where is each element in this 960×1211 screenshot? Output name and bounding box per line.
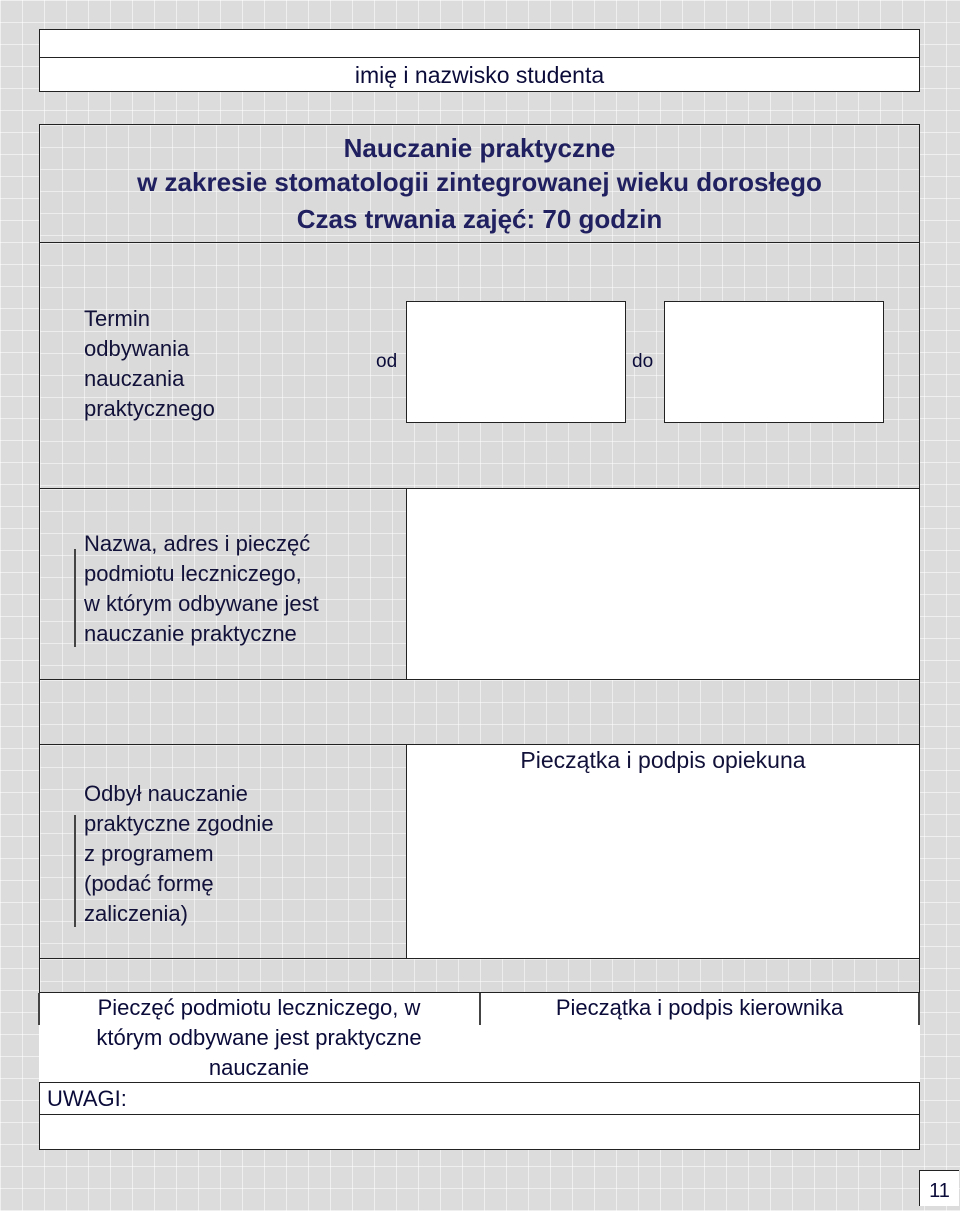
supervisor-stamp-field[interactable] [406, 744, 920, 959]
page-number: 11 [929, 1180, 950, 1202]
facility-label-line: Nazwa, adres i pieczęć [84, 531, 311, 556]
term-label-line: praktycznego [84, 396, 215, 421]
page-number-box [919, 1170, 959, 1206]
facility-label-line: podmiotu leczniczego, [84, 561, 302, 586]
spacer-row-2 [39, 958, 920, 993]
completion-label-bar [74, 815, 76, 927]
facility-stamp-label [39, 993, 479, 1083]
completion-label-line: Odbył nauczanie [84, 781, 248, 806]
term-label-line: Termin [84, 306, 151, 331]
term-label-line: nauczania [84, 366, 185, 391]
stamps-left-edge [38, 993, 40, 1025]
facility-input-field[interactable] [406, 488, 920, 680]
notes-label: UWAGI: [47, 1086, 127, 1111]
facility-label-line: w którym odbywane jest [84, 591, 319, 616]
term-block [39, 242, 920, 489]
stamps-area [39, 992, 920, 1082]
completion-label-line: z programem [84, 841, 214, 866]
facility-label [84, 529, 319, 649]
completion-label-line: praktyczne zgodnie [84, 811, 274, 836]
term-from-field[interactable] [406, 301, 626, 423]
term-from-label: od [376, 351, 398, 372]
title-line-2: w zakresie stomatologii zintegrowanej wieku dorosłego [137, 167, 822, 197]
term-to-label: do [632, 351, 654, 372]
student-name-label: imię i nazwisko studenta [354, 62, 605, 88]
completion-label-line: zaliczenia) [84, 901, 188, 926]
term-to-field[interactable] [664, 301, 884, 423]
completion-label-line: (podać formę [84, 871, 214, 896]
title-line-1: Nauczanie praktyczne [343, 133, 616, 163]
notes-input-field[interactable] [39, 1114, 920, 1150]
spacer-row [39, 679, 920, 745]
completion-label [84, 779, 274, 929]
student-name-label-row [39, 57, 920, 92]
course-duration: Czas trwania zajęć: 70 godzin [296, 204, 663, 234]
title-block [39, 124, 920, 243]
stamps-right-edge [918, 993, 920, 1025]
supervisor-stamp-label: Pieczątka i podpis opiekuna [520, 747, 806, 773]
student-name-field[interactable] [39, 29, 920, 59]
facility-stamp-line: Pieczęć podmiotu leczniczego, w [97, 995, 421, 1020]
term-label [84, 304, 215, 424]
facility-stamp-line: którym odbywane jest praktyczne [96, 1025, 422, 1050]
completion-label-cell [39, 744, 408, 959]
facility-label-line: nauczanie praktyczne [84, 621, 297, 646]
term-label-line: odbywania [84, 336, 190, 361]
notes-label-row [39, 1082, 920, 1116]
facility-stamp-line: nauczanie [208, 1055, 310, 1080]
manager-stamp-label: Pieczątka i podpis kierownika [555, 995, 844, 1020]
facility-label-cell [39, 488, 408, 680]
facility-label-bar [74, 549, 76, 647]
